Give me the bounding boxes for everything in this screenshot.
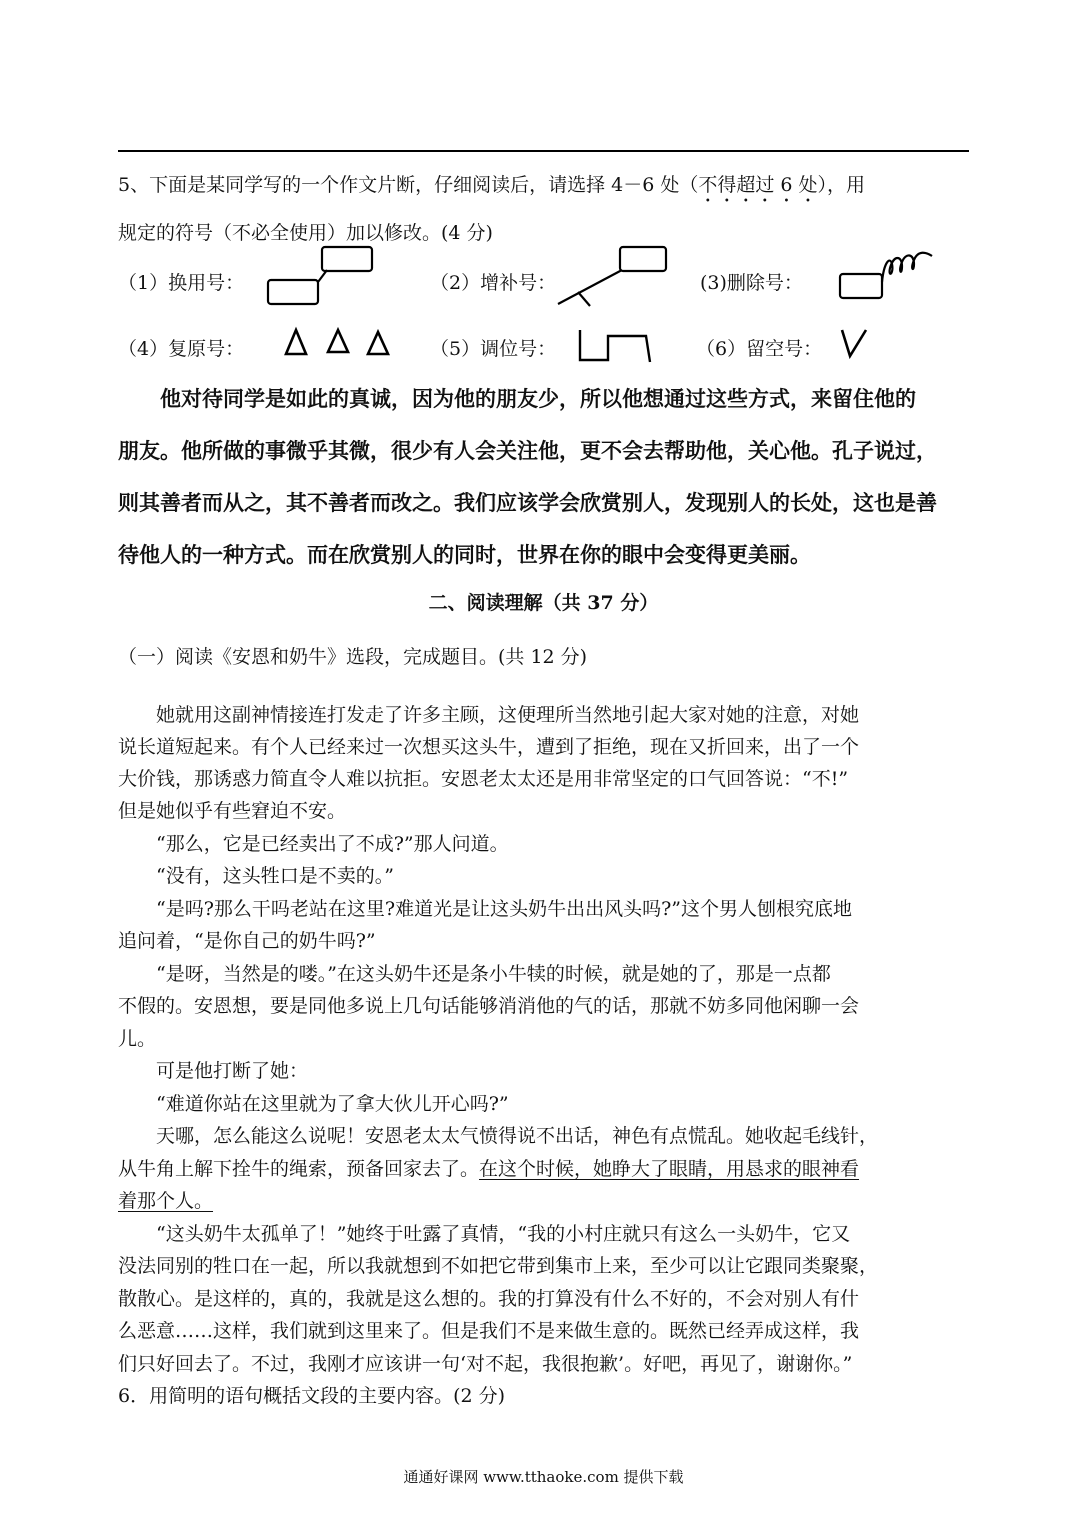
- question-5-line-2: 规定的符号（不必全使用）加以修改。(4 分): [118, 222, 493, 244]
- header-rule: [118, 150, 969, 152]
- passage-line: 大价钱，那诱惑力简直令人难以抗拒。安恩老太太还是用非常坚定的口气回答说：“不!”: [118, 768, 849, 790]
- symbol-label-insert: （2）增补号：: [430, 272, 557, 294]
- passage-line: “那么，它是已经卖出了不成?”那人问道。: [118, 833, 509, 855]
- passage-line: “没有，这头牲口是不卖的。”: [118, 865, 394, 887]
- symbol-label-delete: (3)删除号：: [700, 272, 803, 294]
- passage-line: 儿。: [118, 1028, 157, 1050]
- reading-1-title: （一）阅读《安恩和奶牛》选段，完成题目。(共 12 分): [118, 646, 588, 668]
- passage-line: 说长道短起来。有个人已经来过一次想买这头牛，遭到了拒绝，现在又折回来，出了一个: [118, 736, 860, 758]
- passage-line: “是呀，当然是的喽。”在这头奶牛还是条小牛犊的时候，就是她的了，那是一点都: [118, 963, 831, 985]
- essay-line-2: 朋友。他所做的事微乎其微，很少有人会关注他，更不会去帮助他，关心他。孔子说过，: [118, 439, 937, 463]
- question-6: 6．用简明的语句概括文段的主要内容。(2 分): [118, 1385, 506, 1407]
- passage-line: 没法同别的牲口在一起，所以我就想到不如把它带到集市上来，至少可以让它跟同类聚聚，: [118, 1255, 879, 1277]
- delete-mark-icon: [836, 242, 940, 304]
- passage-line: [118, 1186, 213, 1213]
- passage-line: 不假的。安恩想，要是同他多说上几句话能够消消他的气的话，那就不妨多同他闲聊一会: [118, 995, 860, 1017]
- symbol-label-restore: （4）复原号：: [118, 338, 245, 360]
- passage-line: 散散心。是这样的，真的，我就是这么想的。我的打算没有什么不好的，不会对别人有什: [118, 1288, 860, 1310]
- insert-mark-icon: [550, 242, 672, 308]
- essay-line-4: 待他人的一种方式。而在欣赏别人的同时，世界在你的眼中会变得更美丽。: [118, 543, 811, 567]
- passage-line: 追问着，“是你自己的奶牛吗?”: [118, 930, 376, 952]
- question-5-line-1: [118, 170, 865, 207]
- passage-line: “是吗?那么干吗老站在这里?难道光是让这头奶牛出出风头吗?”这个男人刨根究底地: [118, 898, 852, 920]
- passage-line: 们只好回去了。不过，我刚才应该讲一句‘对不起，我很抱歉’。好吧，再见了，谢谢你。”: [118, 1353, 853, 1375]
- passage-line: “难道你站在这里就为了拿大伙儿开心吗?”: [118, 1093, 509, 1115]
- symbol-label-transpose: （5）调位号：: [430, 338, 557, 360]
- passage-line: 天哪，怎么能这么说呢！安恩老太太气愤得说不出话，神色有点慌乱。她收起毛线针，: [118, 1125, 879, 1147]
- q5-text-b: ），用: [817, 174, 866, 196]
- passage-line: 但是她似乎有些窘迫不安。: [118, 800, 347, 822]
- passage-line: 她就用这副神情接连打发走了许多主顾，这便理所当然地引起大家对她的注意，对她: [118, 704, 860, 726]
- passage-line: 么恶意……这样，我们就到这里来了。但是我们不是来做生意的。既然已经弄成这样，我: [118, 1320, 860, 1342]
- restore-mark-icon: [282, 326, 394, 358]
- symbol-label-replace: （1）换用号：: [118, 272, 245, 294]
- passage-line: 可是他打断了她：: [118, 1060, 309, 1082]
- q5-emphasis: 不得超过 6 处: [698, 174, 818, 196]
- passage-line: “这头奶牛太孤单了！”她终于吐露了真情，“我的小村庄就只有这么一头奶牛，它又: [118, 1223, 851, 1245]
- essay-line-1: 他对待同学是如此的真诚，因为他的朋友少，所以他想通过这些方式，来留住他的: [118, 387, 916, 411]
- footer-credit: 通通好课网 www.tthaoke.com 提供下载: [403, 1468, 684, 1486]
- transpose-mark-icon: [574, 326, 656, 366]
- section-2-title: 二、阅读理解（共 37 分）: [428, 592, 659, 614]
- essay-line-3: 则其善者而从之，其不善者而改之。我们应该学会欣赏别人，发现别人的长处，这也是善: [118, 491, 937, 515]
- space-mark-icon: [838, 326, 870, 360]
- q5-text-a: 5、下面是某同学写的一个作文片断，仔细阅读后，请选择 4－6 处（: [118, 174, 699, 196]
- passage-text: 从牛角上解下拴牛的绳索，预备回家去了。: [118, 1158, 480, 1180]
- symbol-label-space: （6）留空号：: [696, 338, 823, 360]
- underlined-sentence-end: 着那个人。: [118, 1190, 214, 1212]
- passage-line: [118, 1154, 859, 1181]
- replace-mark-icon: [262, 242, 380, 308]
- underlined-sentence: 在这个时候，她睁大了眼睛，用恳求的眼神看: [479, 1158, 860, 1180]
